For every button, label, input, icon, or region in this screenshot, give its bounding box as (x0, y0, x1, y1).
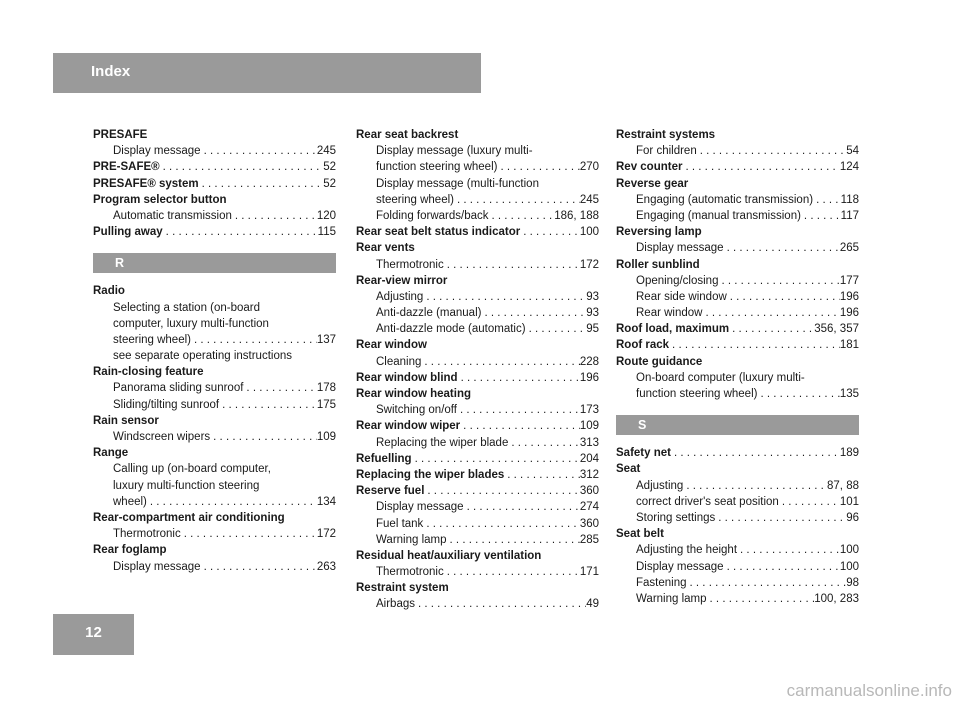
entry-term: Cleaning (376, 355, 422, 368)
dot-leader (232, 208, 317, 224)
entry-term: Seat (616, 463, 641, 476)
index-entry (616, 192, 859, 208)
entry-page-ref[interactable]: 228 (579, 355, 599, 368)
entry-term: Pulling away (93, 226, 163, 239)
entry-page-ref[interactable]: 172 (316, 528, 336, 541)
dot-leader (423, 289, 586, 305)
entry-page-ref[interactable]: 49 (586, 598, 599, 611)
entry-page-ref[interactable]: 120 (316, 209, 336, 222)
entry-page-ref[interactable]: 265 (839, 242, 859, 255)
entry-page-ref[interactable]: 93 (586, 307, 599, 320)
index-entry (356, 321, 599, 337)
index-entry (616, 143, 859, 159)
entry-page-ref[interactable]: 360 (579, 517, 599, 530)
entry-term: Panorama sliding sunroof (113, 382, 244, 395)
header-title: Index (91, 63, 131, 80)
entry-page-ref[interactable]: 177 (839, 274, 859, 287)
dot-leader (444, 564, 580, 580)
entry-term: Reversing lamp (616, 226, 702, 239)
entry-page-ref[interactable]: 196 (579, 371, 599, 384)
entry-page-ref[interactable]: 135 (839, 388, 859, 400)
entry-term: Automatic transmission (113, 209, 232, 222)
index-entry (616, 461, 859, 477)
entry-page-ref[interactable]: 118 (840, 193, 859, 206)
entry-term: Display message (multi-function (376, 177, 539, 190)
index-entry (93, 283, 336, 299)
entry-term: steering wheel) (376, 193, 454, 206)
index-entry (356, 176, 599, 192)
entry-page-ref[interactable]: 115 (317, 226, 336, 239)
dot-leader (412, 451, 580, 467)
entry-term: Adjusting the height (636, 544, 738, 557)
index-entry (616, 575, 859, 591)
index-column-1 (93, 127, 336, 575)
entry-page-ref[interactable]: 100 (579, 226, 599, 239)
entry-term: Thermotronic (376, 258, 444, 271)
index-entry (356, 483, 599, 499)
entry-page-ref[interactable]: 263 (316, 560, 336, 573)
index-entry (616, 354, 859, 370)
entry-page-ref[interactable]: 100 (839, 560, 859, 573)
entry-term: Rear foglamp (93, 544, 167, 557)
index-list (616, 445, 859, 607)
index-entry (356, 354, 599, 370)
entry-page-ref[interactable]: 189 (839, 447, 859, 460)
dot-leader (210, 429, 317, 445)
entry-term: Rear-view mirror (356, 274, 448, 287)
entry-term: PRE-SAFE® (93, 161, 160, 174)
entry-term: Rear window wiper (356, 420, 461, 433)
entry-page-ref[interactable]: 172 (579, 258, 599, 271)
index-entry (93, 143, 336, 159)
entry-term: Roller sunblind (616, 258, 700, 271)
dot-leader (447, 532, 580, 548)
dot-leader (718, 273, 839, 289)
watermark: carmanualsonline.info (786, 681, 952, 700)
dot-leader (460, 418, 580, 434)
index-entry (93, 510, 336, 526)
index-entry (93, 559, 336, 575)
entry-term: Rear vents (356, 242, 415, 255)
dot-leader (457, 402, 580, 418)
dot-leader (813, 192, 841, 208)
index-entry (93, 176, 336, 192)
dot-leader (526, 321, 587, 337)
entry-page-ref[interactable]: 95 (586, 323, 599, 336)
dot-leader (682, 159, 839, 175)
dot-leader (147, 494, 317, 510)
index-entry (356, 402, 599, 418)
entry-page-ref[interactable]: 109 (316, 431, 336, 443)
entry-term: see separate operating instructions (113, 350, 292, 363)
entry-term: Restraint system (356, 582, 449, 595)
entry-term: Rain-closing feature (93, 366, 204, 379)
index-entry (616, 208, 859, 224)
dot-leader (243, 380, 316, 396)
dot-leader (707, 591, 815, 607)
entry-term: On-board computer (luxury multi- (636, 371, 805, 384)
entry-term: Calling up (on-board computer, (113, 463, 271, 476)
index-entry (616, 176, 859, 192)
index-entry (616, 224, 859, 240)
entry-term: Rear seat belt status indicator (356, 226, 521, 239)
entry-term: Display message (113, 145, 201, 158)
entry-page-ref[interactable]: 101 (839, 495, 859, 508)
dot-leader (458, 370, 580, 386)
index-entry (356, 418, 599, 434)
index-entry (616, 305, 859, 321)
entry-term: Anti-dazzle mode (automatic) (376, 323, 526, 336)
dot-leader (757, 386, 839, 402)
entry-term: correct driver's seat position (636, 495, 779, 508)
entry-page-ref[interactable]: 171 (579, 566, 599, 579)
dot-leader (702, 305, 839, 321)
index-entry (616, 127, 859, 143)
entry-term: Range (93, 447, 129, 460)
dot-leader (715, 510, 846, 526)
entry-term: Rev counter (616, 161, 683, 174)
index-entry (93, 494, 336, 510)
entry-term: Folding forwards/back (376, 209, 489, 222)
entry-term: Thermotronic (376, 566, 444, 579)
entry-page-ref[interactable]: 186, 188 (554, 209, 599, 222)
index-entry (356, 257, 599, 273)
index-entry (93, 300, 336, 316)
index-entry (356, 548, 599, 564)
entry-page-ref[interactable]: 93 (586, 290, 599, 303)
section-header-bar (53, 53, 481, 93)
index-entry (93, 413, 336, 429)
dot-leader (683, 478, 827, 494)
dot-leader (464, 499, 580, 515)
index-entry (356, 386, 599, 402)
entry-term: Rear window (636, 307, 703, 320)
index-entry (93, 397, 336, 413)
entry-term: Restraint systems (616, 129, 716, 141)
dot-leader (801, 208, 841, 224)
index-list (616, 127, 859, 402)
entry-term: luxury multi-function steering (113, 479, 260, 492)
index-entry (93, 364, 336, 380)
entry-term: Anti-dazzle (manual) (376, 307, 482, 320)
entry-page-ref[interactable]: 117 (840, 209, 859, 222)
entry-term: Rear window blind (356, 371, 458, 384)
index-column-3 (616, 127, 859, 607)
index-entry (616, 257, 859, 273)
entry-term: function steering wheel) (376, 161, 498, 174)
entry-page-ref[interactable]: 87, 88 (827, 479, 859, 492)
index-entry (356, 192, 599, 208)
dot-leader (724, 559, 840, 575)
entry-page-ref[interactable]: 245 (579, 193, 599, 206)
entry-term: Replacing the wiper blade (376, 436, 509, 449)
index-entry (356, 451, 599, 467)
index-entry (93, 332, 336, 348)
dot-leader (163, 224, 318, 240)
entry-term: Refuelling (356, 452, 412, 465)
entry-term: Display message (113, 560, 201, 573)
index-entry (616, 510, 859, 526)
dot-leader (415, 596, 586, 612)
index-entry (356, 532, 599, 548)
entry-page-ref[interactable]: 98 (846, 576, 859, 589)
index-entry (356, 564, 599, 580)
dot-leader (423, 516, 580, 532)
entry-term: Route guidance (616, 355, 703, 368)
entry-term: Fastening (636, 576, 687, 589)
dot-leader (737, 542, 840, 558)
entry-term: Rear-compartment air conditioning (93, 511, 285, 524)
index-list (93, 283, 336, 574)
entry-page-ref[interactable]: 175 (316, 398, 336, 411)
page-number-box (53, 614, 134, 655)
entry-page-ref[interactable]: 100, 283 (814, 592, 859, 605)
dot-leader (201, 143, 317, 159)
index-entry (356, 370, 599, 386)
entry-page-ref[interactable]: 100 (839, 544, 859, 557)
entry-term: Roof rack (616, 339, 670, 352)
entry-term: function steering wheel) (636, 388, 758, 400)
index-list (93, 127, 336, 240)
index-entry (93, 224, 336, 240)
index-entry (616, 289, 859, 305)
dot-leader (727, 289, 840, 305)
index-entry (356, 289, 599, 305)
entry-term: Rear seat backrest (356, 129, 459, 141)
index-entry (356, 467, 599, 483)
entry-term: Display message (luxury multi- (376, 145, 533, 158)
index-entry (616, 273, 859, 289)
entry-page-ref[interactable]: 274 (579, 501, 599, 514)
index-entry (93, 127, 336, 143)
entry-term: Radio (93, 285, 125, 298)
entry-term: PRESAFE® system (93, 177, 199, 190)
section-letter-s: S (616, 415, 859, 435)
index-entry (616, 240, 859, 256)
index-entry (93, 526, 336, 542)
page-number: 12 (85, 624, 102, 641)
index-entry (356, 596, 599, 612)
entry-page-ref[interactable]: 204 (579, 452, 599, 465)
index-entry (616, 445, 859, 461)
section-letter-r: R (93, 253, 336, 273)
index-entry (93, 429, 336, 445)
index-column-2 (356, 127, 599, 613)
entry-term: Thermotronic (113, 528, 181, 541)
entry-term: Seat belt (616, 528, 664, 541)
index-entry (616, 321, 859, 337)
index-entry (616, 370, 859, 386)
entry-term: Storing settings (636, 511, 716, 524)
dot-leader (779, 494, 840, 510)
index-entry (356, 143, 599, 159)
entry-term: Selecting a station (on-board (113, 301, 261, 314)
index-entry (616, 542, 859, 558)
index-entry (616, 478, 859, 494)
entry-term: Reverse gear (616, 177, 689, 190)
entry-term: Adjusting (376, 290, 424, 303)
entry-term: Residual heat/auxiliary ventilation (356, 549, 542, 562)
entry-page-ref[interactable]: 124 (839, 161, 859, 174)
dot-leader (669, 337, 840, 353)
index-entry (93, 208, 336, 224)
index-entry (356, 240, 599, 256)
entry-term: Display message (636, 242, 724, 255)
index-entry (356, 127, 599, 143)
index-entry (356, 273, 599, 289)
entry-page-ref[interactable]: 360 (579, 485, 599, 498)
index-entry (616, 159, 859, 175)
entry-page-ref[interactable]: 178 (316, 382, 336, 395)
entry-term: Display message (376, 501, 464, 514)
dot-leader (201, 559, 317, 575)
index-entry (93, 348, 336, 364)
entry-term: Rain sensor (93, 414, 159, 427)
index-entry (356, 435, 599, 451)
entry-term: Replacing the wiper blades (356, 468, 505, 481)
entry-page-ref[interactable]: 356, 357 (814, 323, 859, 336)
index-entry (93, 159, 336, 175)
entry-page-ref[interactable]: 54 (846, 145, 859, 158)
dot-leader (520, 224, 580, 240)
dot-leader (421, 354, 579, 370)
entry-term: Opening/closing (636, 274, 719, 287)
entry-page-ref[interactable]: 52 (323, 161, 336, 174)
entry-term: Windscreen wipers (113, 431, 211, 443)
dot-leader (481, 305, 586, 321)
entry-page-ref[interactable]: 96 (846, 511, 859, 524)
index-entry (93, 542, 336, 558)
entry-term: Display message (636, 560, 724, 573)
entry-page-ref[interactable]: 134 (316, 495, 336, 508)
index-entry (93, 192, 336, 208)
entry-term: Adjusting (636, 479, 684, 492)
entry-term: steering wheel) (113, 333, 191, 346)
index-entry (616, 494, 859, 510)
entry-term: Reserve fuel (356, 485, 425, 498)
entry-page-ref[interactable]: 313 (579, 436, 599, 449)
entry-term: For children (636, 145, 697, 158)
index-entry (356, 224, 599, 240)
entry-page-ref[interactable]: 109 (579, 420, 599, 433)
entry-page-ref[interactable]: 196 (839, 307, 859, 320)
dot-leader (504, 467, 580, 483)
entry-term: Sliding/tilting sunroof (113, 398, 220, 411)
index-entry (356, 305, 599, 321)
index-entry (356, 580, 599, 596)
entry-term: Program selector button (93, 193, 227, 206)
entry-term: Warning lamp (636, 592, 707, 605)
entry-term: Warning lamp (376, 533, 447, 546)
index-entry (93, 445, 336, 461)
entry-term: wheel) (113, 495, 147, 508)
index-entry (356, 499, 599, 515)
entry-page-ref[interactable]: 285 (579, 533, 599, 546)
dot-leader (444, 257, 580, 273)
entry-page-ref[interactable]: 196 (839, 290, 859, 303)
index-entry (616, 526, 859, 542)
index-entry (93, 478, 336, 494)
index-list (356, 127, 599, 613)
dot-leader (191, 332, 317, 348)
entry-page-ref[interactable]: 245 (316, 145, 336, 158)
entry-term: computer, luxury multi-function (113, 317, 269, 330)
index-entry (616, 591, 859, 607)
entry-page-ref[interactable]: 137 (316, 333, 336, 346)
entry-term: Rear window (356, 339, 427, 352)
dot-leader (497, 159, 579, 175)
entry-term: Safety net (616, 447, 671, 460)
index-entry (93, 316, 336, 332)
entry-term: Engaging (automatic transmission) (636, 193, 814, 206)
index-entry (93, 380, 336, 396)
dot-leader (181, 526, 317, 542)
dot-leader (697, 143, 846, 159)
dot-leader (729, 321, 814, 337)
entry-page-ref[interactable]: 173 (579, 404, 599, 417)
index-entry (356, 337, 599, 353)
dot-leader (671, 445, 840, 461)
entry-term: Engaging (manual transmission) (636, 209, 801, 222)
entry-page-ref[interactable]: 270 (579, 161, 599, 174)
index-entry (616, 337, 859, 353)
entry-page-ref[interactable]: 312 (579, 468, 599, 481)
entry-term: Rear side window (636, 290, 727, 303)
entry-term: PRESAFE (93, 129, 148, 141)
entry-term: Fuel tank (376, 517, 424, 530)
entry-page-ref[interactable]: 181 (839, 339, 859, 352)
dot-leader (454, 192, 580, 208)
entry-term: Rear window heating (356, 388, 472, 400)
entry-page-ref[interactable]: 52 (323, 177, 336, 190)
index-entry (93, 461, 336, 477)
dot-leader (724, 240, 840, 256)
index-entry (356, 208, 599, 224)
dot-leader (160, 159, 324, 175)
entry-term: Roof load, maximum (616, 323, 730, 336)
index-entry (356, 516, 599, 532)
index-entry (356, 159, 599, 175)
index-entry (616, 559, 859, 575)
index-entry (616, 386, 859, 402)
dot-leader (489, 208, 555, 224)
entry-term: Switching on/off (376, 404, 457, 417)
dot-leader (199, 176, 324, 192)
dot-leader (508, 435, 579, 451)
dot-leader (687, 575, 847, 591)
dot-leader (219, 397, 317, 413)
dot-leader (424, 483, 579, 499)
entry-term: Airbags (376, 598, 415, 611)
